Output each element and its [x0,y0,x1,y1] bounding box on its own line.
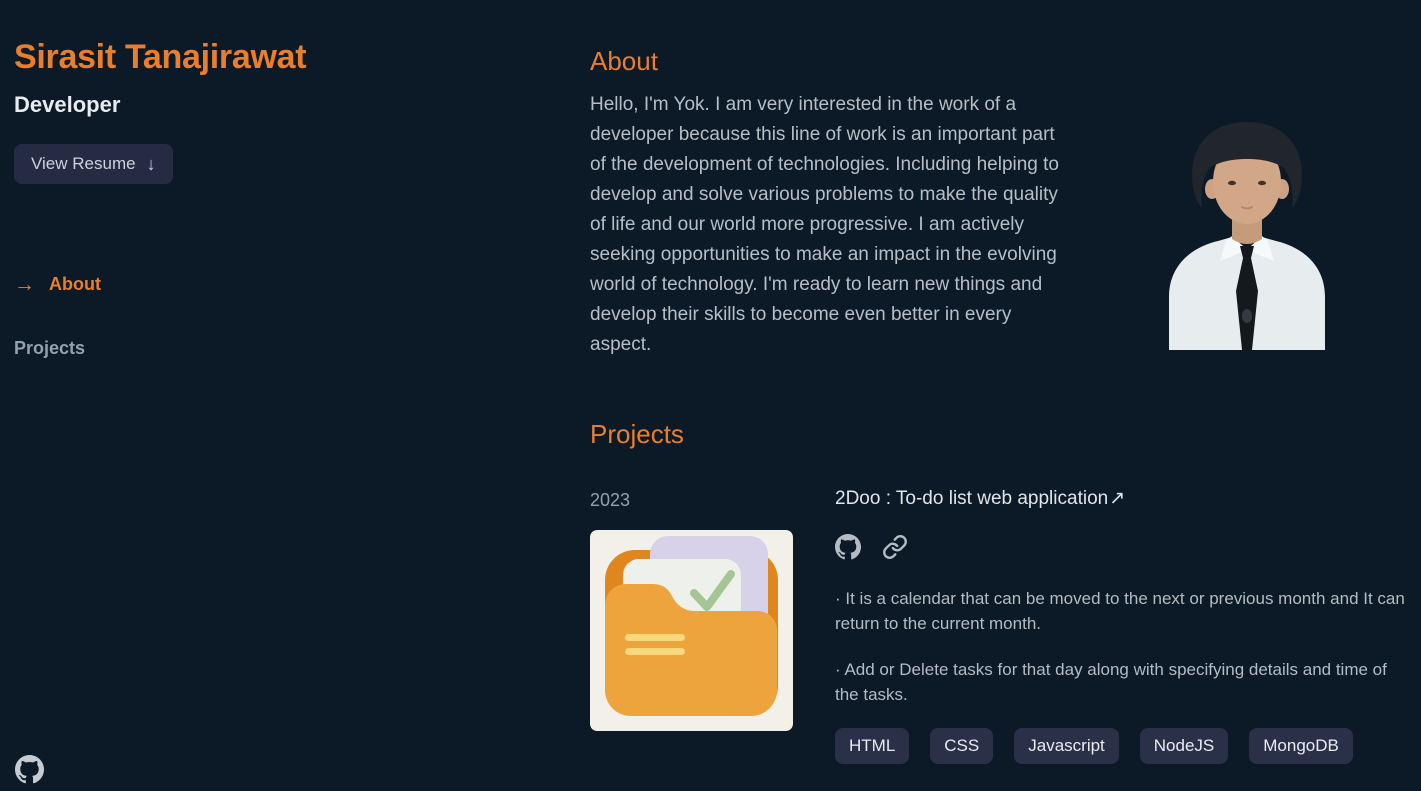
project-links [835,534,1412,560]
nav-item-label: Projects [14,338,86,358]
projects-heading: Projects [590,419,684,449]
project-github-link[interactable] [835,534,861,560]
tech-tag: NodeJS [1140,728,1228,764]
project-year: 2023 [590,490,631,510]
project-bullet: · Add or Delete tasks for that day along with specifying details and time of the tasks. [835,660,1387,704]
tech-tag: Javascript [1014,728,1119,764]
tech-tag: CSS [930,728,993,764]
github-footer-link[interactable] [15,755,44,784]
folder-check-icon [590,530,793,731]
page-title: Sirasit Tanajirawat [14,38,307,76]
nav-item-about[interactable] [14,274,101,295]
view-resume-label: View Resume [31,154,136,173]
project-external-link[interactable] [882,534,908,560]
arrow-right-icon: → [14,273,35,296]
project-bullet: · It is a calendar that can be moved to the next or previous month and It can return to the current month. [835,589,1405,633]
arrow-down-icon: ↓ [146,154,156,174]
external-arrow-icon: ↗ [1109,488,1126,509]
about-heading: About [590,46,658,76]
nav-item-projects[interactable] [14,338,101,359]
project-card [590,487,1412,764]
view-resume-button[interactable] [14,144,173,184]
github-icon [835,547,861,564]
hero-header [14,38,306,184]
profile-photo [1156,119,1338,350]
project-thumbnail[interactable] [590,530,793,731]
project-detail-column [835,487,1412,764]
project-title-link[interactable] [835,487,1412,510]
role-subtitle: Developer [14,92,121,117]
project-title: 2Doo : To-do list web application [835,488,1109,509]
tech-tag: HTML [835,728,909,764]
sidebar-nav [14,274,101,359]
project-tags [835,728,1412,764]
about-section [590,46,1068,360]
nav-item-label: About [49,274,101,294]
projects-section [590,419,1412,764]
tech-tag: MongoDB [1249,728,1353,764]
about-paragraph: Hello, I'm Yok. I am very interested in the work of a developer because this line of work is an important part of the development of technologies. Including helping to develop and solve various problems to make the quality of life and our world more progressive. I am actively seeking opportunities to make an impact in the evolving world of technology. I'm ready to learn new things and develop their skills to become even better in every aspect. [590,94,1059,355]
link-icon [882,547,908,564]
project-meta-column [590,487,835,764]
github-icon [15,755,44,784]
